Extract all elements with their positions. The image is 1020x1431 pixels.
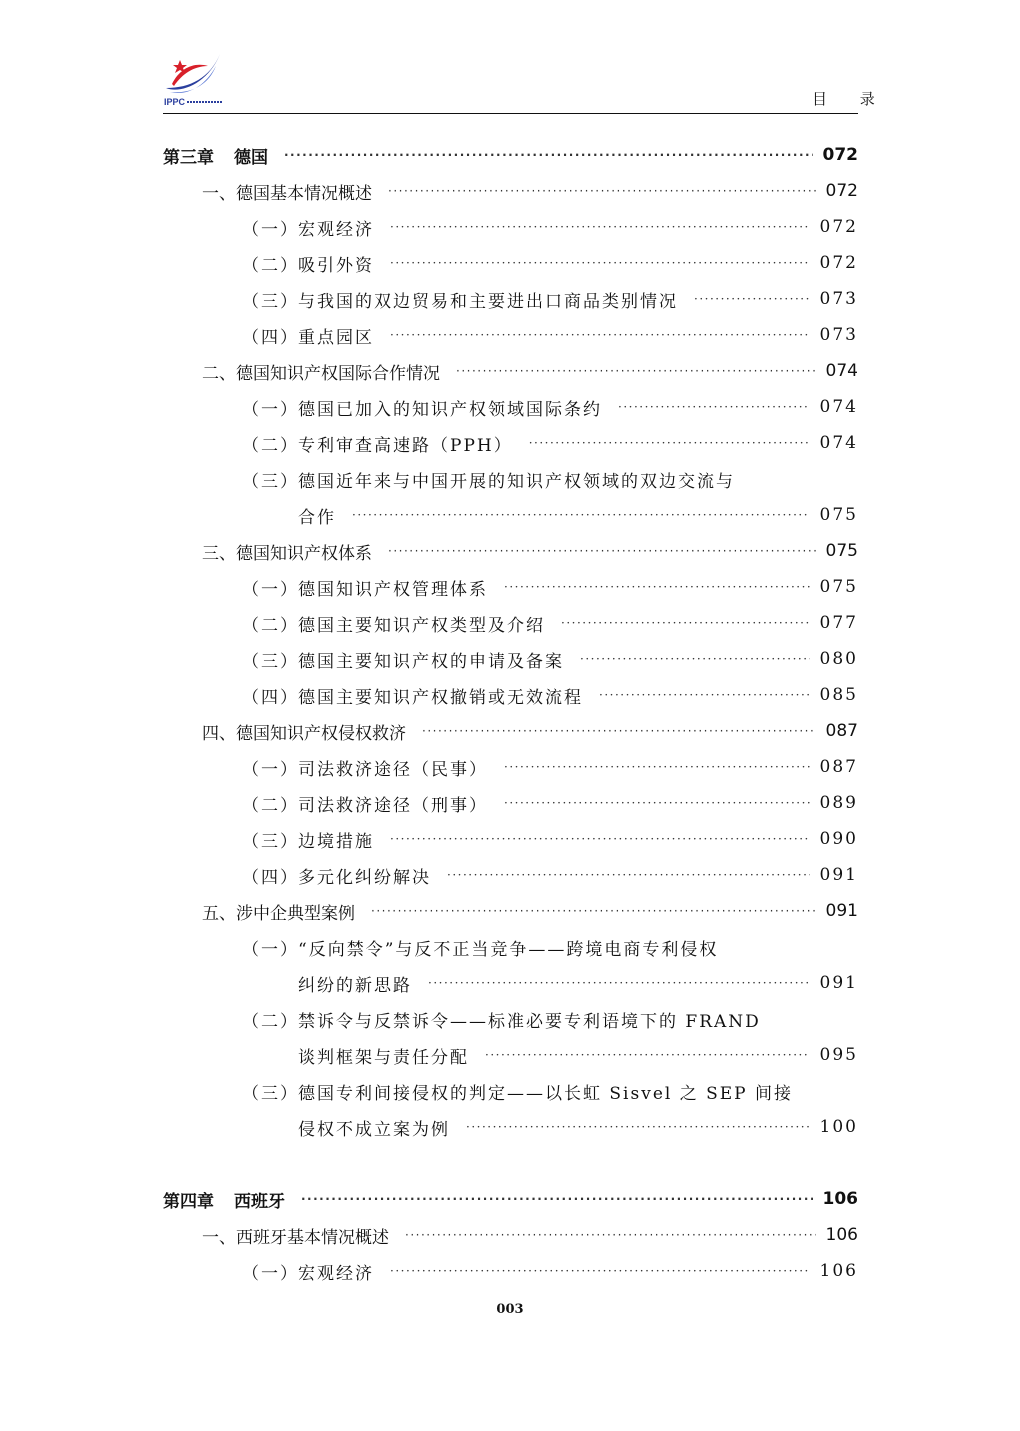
dot-leader [694,293,810,305]
toc-entry-number: （三） [242,471,299,492]
header-rule [163,113,858,114]
toc-entry-number: （一） [242,219,299,240]
toc-entry-section[interactable] [163,533,858,569]
toc-page-number: 080 [819,649,858,669]
toc-entry-number: （四） [242,687,299,708]
toc-page-number: 106 [822,1189,858,1209]
toc-entry-title [242,611,545,636]
toc-entry-text: 德国主要知识产权类型及介绍 [298,615,545,636]
toc-entry-text: 与我国的双边贸易和主要进出口商品类别情况 [298,291,678,312]
toc-entry-text: 吸引外资 [298,255,374,276]
toc-entry-title: 二、德国知识产权国际合作情况 [202,363,440,384]
toc-entry-text: 多元化纠纷解决 [298,867,431,888]
toc-entry-text: 德国主要知识产权撤销或无效流程 [298,687,583,708]
toc-page-number: 090 [819,829,858,849]
chapter-title: 德国 [234,147,268,168]
page-number: 003 [496,1302,524,1317]
svg-text:IPPC: IPPC [164,97,186,107]
dot-leader [618,401,810,413]
toc-entry-sub[interactable] [163,245,858,281]
toc-page-number: 074 [819,433,858,453]
toc-entry-number: （二） [242,255,299,276]
toc-entry-title [242,1259,374,1284]
running-header-title: 目 录 [812,90,889,108]
toc-entry-sub[interactable] [163,425,858,461]
toc-entry-title: 四、德国知识产权侵权救济 [202,723,406,744]
toc-page-number: 072 [822,145,858,165]
toc-page-number: 087 [819,757,858,777]
toc-entry-title: 一、西班牙基本情况概述 [202,1227,389,1248]
toc-entry-number: （一） [242,1263,299,1284]
toc-entry-title [242,1079,793,1104]
toc-entry-sub[interactable] [163,461,858,497]
toc-page-number: 072 [825,181,858,201]
toc-entry-text: 边境措施 [298,831,374,852]
toc-entry-sub[interactable] [163,281,858,317]
toc-entry-text: 重点园区 [298,327,374,348]
toc-entry-cont[interactable] [163,965,858,1001]
dot-leader [390,1265,810,1277]
dot-leader [388,545,816,557]
toc-entry-text: 宏观经济 [298,219,374,240]
toc-entry-number: （二） [242,1011,299,1032]
toc-entry-number: （三） [242,1083,299,1104]
toc-entry-title: 合作 [298,507,336,528]
toc-entry-title [163,143,268,168]
toc-page-number: 106 [825,1225,858,1245]
toc-entry-title [242,683,583,708]
dot-leader [466,1121,810,1133]
dot-leader [352,509,810,521]
toc-page-number: 091 [825,901,858,921]
toc-entry-title [242,755,488,780]
dot-leader [504,797,810,809]
toc-page-number: 095 [819,1045,858,1065]
toc-entry-number: （二） [242,435,299,456]
toc-entry-title [242,323,374,348]
toc-entry-number: （二） [242,615,299,636]
toc-entry-title [242,1007,761,1032]
dot-leader [447,869,810,881]
toc-entry-text: 德国知识产权管理体系 [298,579,488,600]
dot-leader [485,1049,810,1061]
toc-entry-title [242,791,488,816]
toc-entry-title [242,467,735,492]
toc-page-number: 100 [819,1117,858,1137]
toc-entry-title [163,1187,285,1212]
toc-entry-section[interactable] [163,353,858,389]
toc-entry-sub[interactable] [163,749,858,785]
toc-page-number: 077 [819,613,858,633]
toc-entry-cont[interactable] [163,1037,858,1073]
toc-entry-title [242,215,374,240]
chapter-label: 第三章 [163,147,214,168]
toc-entry-sub[interactable] [163,1073,858,1109]
toc-entry-section[interactable] [163,1217,858,1253]
toc-page-number: 091 [819,865,858,885]
toc-entry-number: （一） [242,939,299,960]
toc-entry-text: 专利审查高速路（PPH） [298,435,513,456]
toc-entry-number: （一） [242,399,299,420]
ippc-logo [160,48,228,108]
toc-entry-number: （三） [242,651,299,672]
dot-leader [301,1193,813,1205]
toc-page-number: 091 [819,973,858,993]
toc-page-number: 075 [819,505,858,525]
toc-page-number: 073 [819,289,858,309]
dot-leader [599,689,810,701]
toc-entry-section[interactable] [163,713,858,749]
toc-entry-title [242,287,678,312]
dot-leader [390,329,810,341]
toc-entry-text: 司法救济途径（民事） [298,759,488,780]
toc-entry-chapter[interactable] [163,1181,858,1217]
toc-entry-number: （三） [242,831,299,852]
toc-entry-title [242,827,374,852]
dot-leader [371,905,816,917]
toc-entry-text: “反向禁令”与反不正当竞争——跨境电商专利侵权 [298,939,719,960]
toc-entry-sub[interactable] [163,389,858,425]
toc-entry-number: （二） [242,795,299,816]
toc-entry-section[interactable] [163,893,858,929]
dot-leader [504,581,810,593]
toc-entry-title [242,575,488,600]
toc-entry-sub[interactable] [163,641,858,677]
toc-entry-sub[interactable] [163,929,858,965]
toc-entry-title [242,395,602,420]
toc-entry-title [242,863,431,888]
dot-leader [390,257,810,269]
toc-entry-text: 德国已加入的知识产权领域国际条约 [298,399,602,420]
toc-page-number: 072 [819,217,858,237]
toc-entry-title: 谈判框架与责任分配 [298,1047,469,1068]
toc-entry-title [242,251,374,276]
dot-leader [388,185,816,197]
toc-entry-sub[interactable] [163,1253,858,1289]
toc-entry-sub[interactable] [163,209,858,245]
toc-entry-number: （四） [242,867,299,888]
toc-page-number: 074 [819,397,858,417]
table-of-contents [163,137,858,1289]
dot-leader [529,437,810,449]
toc-page-number: 085 [819,685,858,705]
toc-entry-title: 侵权不成立案为例 [298,1119,450,1140]
toc-entry-text: 德国主要知识产权的申请及备案 [298,651,564,672]
dot-leader [456,365,816,377]
toc-entry-chapter[interactable] [163,137,858,173]
toc-entry-title: 三、德国知识产权体系 [202,543,372,564]
toc-entry-text: 宏观经济 [298,1263,374,1284]
toc-page-number: 087 [825,721,858,741]
dot-leader [580,653,810,665]
toc-page-number: 073 [819,325,858,345]
dot-leader [284,149,813,161]
toc-entry-cont[interactable] [163,497,858,533]
dot-leader [504,761,810,773]
toc-page-number: 075 [825,541,858,561]
toc-entry-text: 禁诉令与反禁诉令——标准必要专利语境下的 FRAND [298,1011,761,1032]
toc-entry-number: （三） [242,291,299,312]
dot-leader [422,725,816,737]
toc-page-number: 075 [819,577,858,597]
toc-entry-title [242,647,564,672]
toc-entry-title [242,431,513,456]
toc-entry-sub[interactable] [163,857,858,893]
dot-leader [390,833,810,845]
toc-entry-sub[interactable] [163,785,858,821]
toc-entry-number: （一） [242,579,299,600]
toc-spacer [163,1145,858,1181]
toc-page-number: 106 [819,1261,858,1281]
toc-entry-cont[interactable] [163,1109,858,1145]
toc-entry-sub[interactable] [163,821,858,857]
toc-entry-title: 一、德国基本情况概述 [202,183,372,204]
toc-entry-title: 纠纷的新思路 [298,975,412,996]
chapter-title: 西班牙 [234,1191,285,1212]
toc-page-number: 089 [819,793,858,813]
toc-entry-section[interactable] [163,173,858,209]
dot-leader [405,1229,816,1241]
dot-leader [428,977,810,989]
toc-entry-text: 司法救济途径（刑事） [298,795,488,816]
toc-page-number: 074 [825,361,858,381]
toc-entry-text: 德国专利间接侵权的判定——以长虹 Sisvel 之 SEP 间接 [298,1083,794,1104]
toc-entry-number: （四） [242,327,299,348]
toc-page-number: 072 [819,253,858,273]
toc-entry-sub[interactable] [163,1001,858,1037]
toc-entry-sub[interactable] [163,569,858,605]
chapter-label: 第四章 [163,1191,214,1212]
toc-entry-sub[interactable] [163,605,858,641]
dot-leader [561,617,810,629]
toc-entry-number: （一） [242,759,299,780]
toc-entry-sub[interactable] [163,317,858,353]
dot-leader [390,221,810,233]
toc-entry-sub[interactable] [163,677,858,713]
toc-entry-title: 五、涉中企典型案例 [202,903,355,924]
toc-entry-text: 德国近年来与中国开展的知识产权领域的双边交流与 [298,471,735,492]
toc-entry-title [242,935,718,960]
